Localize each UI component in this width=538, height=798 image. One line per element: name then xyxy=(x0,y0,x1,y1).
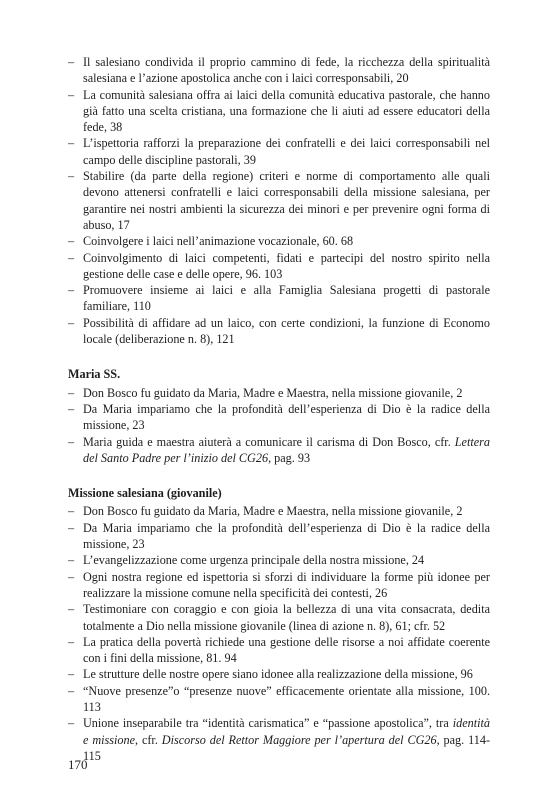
entry-text: Coinvolgere i laici nell’animazione vocazionale, 60. 68 xyxy=(83,234,354,249)
entry-text: Coinvolgimento di laici competenti, fidati e partecipi del nostro spirito nella gestione delle case e delle opere, 96. 103 xyxy=(83,250,490,281)
dash: – xyxy=(68,520,75,535)
dash: – xyxy=(68,55,75,69)
list-item xyxy=(68,601,490,634)
entry-text: Il salesiano condivida il proprio cammino di fede, la ricchezza della spiritualità salesiana e l’azione apostolica anche con i laici corresponsabili, 20 xyxy=(83,55,490,86)
maria-entries xyxy=(68,385,490,466)
entry-text: Le strutture delle nostre opere siano idonee alla realizzazione della missione, 96 xyxy=(83,667,473,682)
entry-text: Unione inseparabile tra “identità carismatica” e “passione apostolica”, tra xyxy=(83,716,453,731)
dash: – xyxy=(68,169,75,184)
dash: – xyxy=(68,87,75,102)
entry-text: Testimoniare con coraggio e con gioia la bellezza di una vita consacrata, dedita totalmente a Dio nella missione giovanile (linea di azione n. 8), 61; cfr. 52 xyxy=(83,602,490,633)
list-item xyxy=(68,315,490,348)
dash: – xyxy=(68,315,75,330)
list-item xyxy=(68,401,490,434)
entry-citation: Discorso del Rettor Maggiore per l’apertura del CG26 xyxy=(161,732,437,747)
entry-text: L’evangelizzazione come urgenza principale della nostra missione, 24 xyxy=(83,553,425,568)
list-item xyxy=(68,87,490,136)
dash: – xyxy=(68,569,75,584)
list-item xyxy=(68,135,490,168)
list-item xyxy=(68,168,490,233)
laici-entries xyxy=(68,54,490,347)
section-maria xyxy=(68,366,490,466)
entry-text: L’ispettoria rafforzi la preparazione dei confratelli e dei laici corresponsabili nel campo delle discipline pastorali, 39 xyxy=(83,136,490,167)
list-item xyxy=(68,250,490,283)
entry-text: La comunità salesiana offra ai laici della comunità educativa pastorale, che hanno già fatto una scelta cristiana, una formazione che li aiuti ad essere educatori della fede, 38 xyxy=(83,87,490,135)
entry-text: Da Maria impariamo che la profondità dell’esperienza di Dio è la radice della missione, 23 xyxy=(83,401,490,433)
dash: – xyxy=(68,683,75,698)
entry-text: “Nuove presenze”o “presenze nuove” efficacemente orientate alla missione, 100. 113 xyxy=(83,683,490,714)
section-title-missione: Missione salesiana (giovanile) xyxy=(68,486,222,501)
entry-text: , cfr. xyxy=(135,732,162,747)
list-item xyxy=(68,666,490,682)
missione-entries xyxy=(68,503,490,764)
dash: – xyxy=(68,434,75,449)
dash: – xyxy=(68,602,75,617)
list-item xyxy=(68,569,490,602)
list-item xyxy=(68,552,490,568)
entry-citation: Lettera del Santo Padre per l’inizio del CG26 xyxy=(83,434,490,465)
entry-text: , pag. 114-115 xyxy=(83,732,490,763)
section-title-maria: Maria SS. xyxy=(68,367,121,382)
list-item xyxy=(68,282,490,315)
dash: – xyxy=(68,401,75,416)
entry-text: La pratica della povertà richiede una gestione delle risorse a noi affidate coerente con i fini della missione, 81. 94 xyxy=(83,634,490,666)
entry-text: Don Bosco fu guidato da Maria, Madre e Maestra, nella missione giovanile, 2 xyxy=(83,385,463,400)
dash: – xyxy=(68,234,75,249)
list-item xyxy=(68,520,490,553)
entry-text: Don Bosco fu guidato da Maria, Madre e Maestra, nella missione giovanile, 2 xyxy=(83,504,463,519)
dash: – xyxy=(68,553,75,568)
dash: – xyxy=(68,250,75,265)
entry-text: Promuovere insieme ai laici e alla Famiglia Salesiana progetti di pastorale familiare, 110 xyxy=(83,283,490,314)
dash: – xyxy=(68,716,75,731)
list-item xyxy=(68,385,490,401)
list-item xyxy=(68,715,490,764)
dash: – xyxy=(68,667,75,682)
entry-text: Stabilire (da parte della regione) criteri e norme di comportamento alle quali devono attenersi confratelli e laici corresponsabili della missione salesiana, per garantire nei nostri ambienti la sicurezza dei minori e per prevenire ogni forma di abuso, 17 xyxy=(83,169,490,232)
dash: – xyxy=(68,283,75,298)
list-item xyxy=(68,634,490,667)
list-item xyxy=(68,233,490,249)
dash: – xyxy=(68,136,75,151)
entry-text: Da Maria impariamo che la profondità dell’esperienza di Dio è la radice della missione, 23 xyxy=(83,520,490,552)
entry-text: Maria guida e maestra aiuterà a comunicare il carisma di Don Bosco, cfr. xyxy=(83,434,455,449)
dash: – xyxy=(68,504,75,519)
list-item xyxy=(68,503,490,519)
entry-text: , pag. 93 xyxy=(268,450,311,465)
list-item xyxy=(68,54,490,87)
index-content xyxy=(68,54,490,764)
list-item xyxy=(68,683,490,716)
dash: – xyxy=(68,634,75,649)
entry-emphasis: identità e missione xyxy=(83,716,490,747)
page-number: 170 xyxy=(68,757,88,772)
entry-text: Ogni nostra regione ed ispettoria si sforzi di individuare la forme più idonee per realizzare la missione comune nella specificità dei contesti, 26 xyxy=(83,569,490,600)
dash: – xyxy=(68,385,75,400)
section-missione xyxy=(68,485,490,764)
entry-text: Possibilità di affidare ad un laico, con certe condizioni, la funzione di Economo locale (deliberazione n. 8), 121 xyxy=(83,315,490,347)
list-item xyxy=(68,434,490,467)
